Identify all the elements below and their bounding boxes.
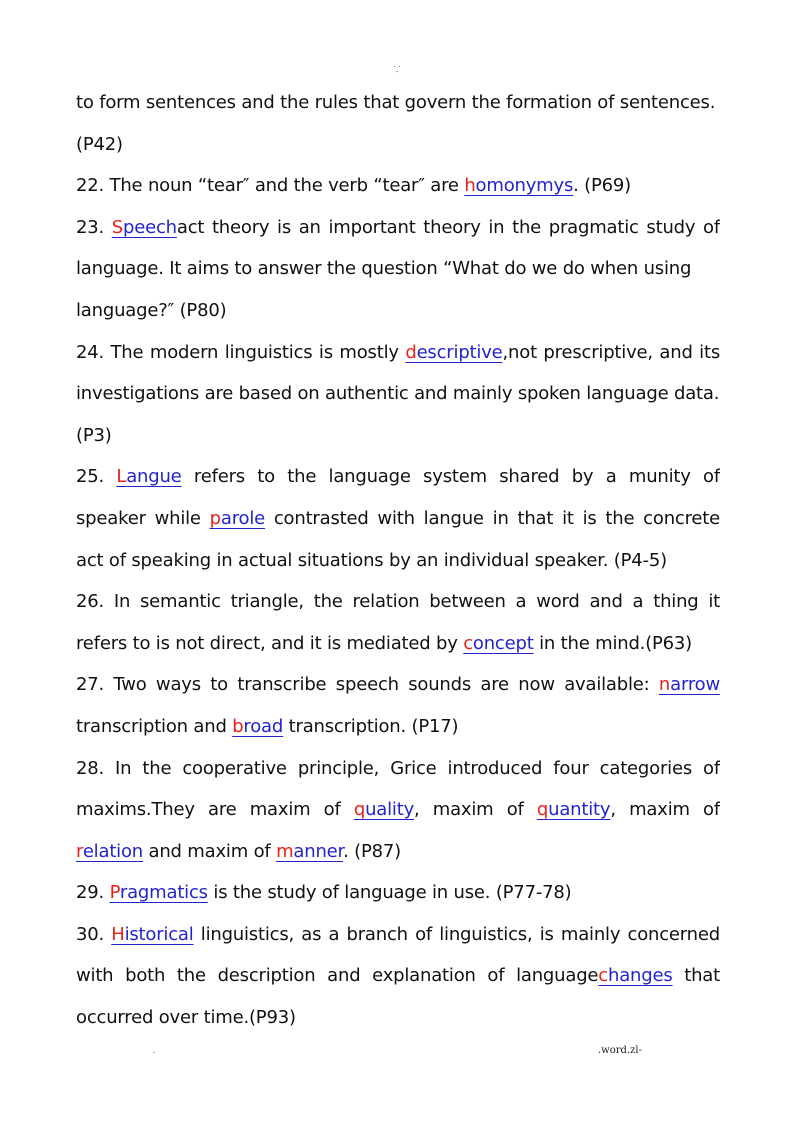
text-run: . (P87): [343, 840, 401, 862]
text-run: with both the description and explanation of language: [76, 965, 599, 987]
text-run: contrasted with langue in that it is the concrete: [265, 507, 720, 529]
text-line: [76, 831, 720, 873]
text-line: [76, 207, 720, 249]
text-line: [76, 955, 720, 997]
text-line: [76, 82, 720, 124]
answer-term: [112, 217, 177, 238]
answer-term: [76, 841, 143, 862]
answer-first-letter: p: [209, 507, 221, 529]
text-line: [76, 165, 720, 207]
text-run: to form sentences and the rules that govern the formation of sentences.: [76, 92, 716, 113]
text-run: (P42): [76, 133, 123, 155]
answer-term: [598, 965, 672, 986]
text-run: 26. In semantic triangle, the relation between a word and a thing it: [76, 591, 720, 613]
text-run: refers to is not direct, and it is mediated by: [76, 632, 464, 654]
answer-rest: uantity: [548, 799, 611, 821]
text-run: linguistics, as a branch of linguistics, is mainly concerned: [193, 923, 720, 945]
text-run: in the mind.(P63): [533, 632, 693, 654]
text-run: 27. Two ways to transcribe speech sounds are now available:: [76, 674, 659, 696]
text-run: maxims.They are maxim of: [76, 799, 354, 821]
text-line: [76, 623, 720, 665]
text-line: [76, 498, 720, 540]
answer-first-letter: d: [405, 341, 417, 363]
text-line: [76, 581, 720, 623]
text-run: 25.: [76, 466, 117, 488]
text-run: act of speaking in actual situations by an individual speaker. (P4-5): [76, 549, 667, 571]
text-line: [76, 415, 720, 457]
text-run: , maxim of: [414, 799, 537, 821]
answer-term: [111, 924, 193, 945]
document-body: [76, 82, 720, 1039]
text-run: 22. The noun “tear″ and the verb “tear″ are: [76, 175, 465, 197]
text-line: [76, 789, 720, 831]
answer-term: [354, 799, 414, 820]
answer-first-letter: h: [464, 175, 476, 197]
answer-first-letter: m: [276, 840, 294, 862]
text-run: . (P69): [573, 175, 631, 197]
answer-first-letter: q: [353, 799, 366, 821]
text-run: that: [672, 965, 720, 987]
answer-first-letter: q: [536, 799, 549, 821]
answer-term: [210, 508, 265, 529]
text-run: and maxim of: [143, 840, 277, 862]
answer-rest: oncept: [472, 632, 534, 654]
answer-rest: road: [243, 715, 284, 737]
text-run: 23.: [76, 216, 112, 238]
answer-first-letter: c: [463, 632, 473, 654]
text-run: 30.: [76, 923, 112, 945]
answer-first-letter: b: [232, 715, 244, 737]
text-line: [76, 997, 720, 1039]
answer-term: [116, 466, 181, 487]
answer-term: [464, 175, 573, 196]
text-run: 28. In the cooperative principle, Grice introduced four categories of: [76, 757, 720, 779]
text-run: occurred over time.(P93): [76, 1007, 296, 1029]
text-run: language?″ (P80): [76, 299, 227, 321]
footer-left-mark: .: [153, 1047, 156, 1055]
answer-rest: escriptive: [416, 341, 503, 363]
answer-rest: omonymys: [475, 175, 574, 197]
text-line: [76, 706, 720, 748]
answer-term: [463, 633, 533, 654]
text-line: [76, 540, 720, 582]
text-run: refers to the language system shared by a munity of: [181, 466, 720, 488]
text-run: investigations are based on authentic and mainly spoken language data.: [76, 383, 720, 405]
answer-first-letter: P: [109, 882, 120, 904]
text-run: act theory is an important theory in the pragmatic study of: [176, 216, 720, 238]
answer-first-letter: c: [598, 965, 608, 987]
answer-first-letter: S: [111, 216, 123, 238]
answer-first-letter: r: [76, 840, 83, 862]
answer-rest: istorical: [124, 923, 194, 945]
answer-first-letter: n: [658, 674, 671, 696]
text-line: [76, 664, 720, 706]
text-run: speaker while: [76, 507, 210, 529]
text-line: [76, 124, 720, 166]
answer-term: [276, 841, 343, 862]
text-line: [76, 248, 720, 290]
answer-term: [405, 342, 502, 363]
answer-rest: angue: [126, 466, 182, 488]
answer-first-letter: H: [111, 923, 125, 945]
text-run: ,not prescriptive, and its: [502, 341, 720, 363]
answer-rest: hanges: [608, 965, 673, 987]
answer-first-letter: L: [116, 466, 127, 488]
answer-rest: arole: [220, 507, 266, 529]
text-line: [76, 914, 720, 956]
text-line: [76, 872, 720, 914]
text-run: transcription. (P17): [283, 715, 459, 737]
text-run: 29.: [76, 882, 110, 904]
text-run: is the study of language in use. (P77-78): [207, 882, 572, 904]
text-run: transcription and: [76, 715, 233, 737]
answer-rest: anner: [293, 840, 344, 862]
answer-term: [110, 882, 208, 903]
answer-term: [537, 799, 610, 820]
text-run: (P3): [76, 424, 112, 446]
answer-term: [659, 674, 720, 695]
text-line: [76, 290, 720, 332]
answer-term: [232, 716, 283, 737]
text-run: , maxim of: [610, 799, 720, 821]
page-header-mark: . . -: [393, 61, 401, 76]
answer-rest: arrow: [670, 674, 720, 696]
text-line: [76, 373, 720, 415]
answer-rest: ragmatics: [119, 882, 208, 904]
text-line: [76, 332, 720, 374]
text-line: [76, 748, 720, 790]
answer-rest: elation: [82, 840, 143, 862]
answer-rest: uality: [365, 799, 415, 821]
text-run: 24. The modern linguistics is mostly: [76, 341, 406, 363]
text-line: [76, 456, 720, 498]
text-run: language. It aims to answer the question “What do we do when using: [76, 258, 692, 280]
answer-rest: peech: [122, 216, 177, 238]
footer-watermark: .word.zl-: [598, 1045, 642, 1056]
